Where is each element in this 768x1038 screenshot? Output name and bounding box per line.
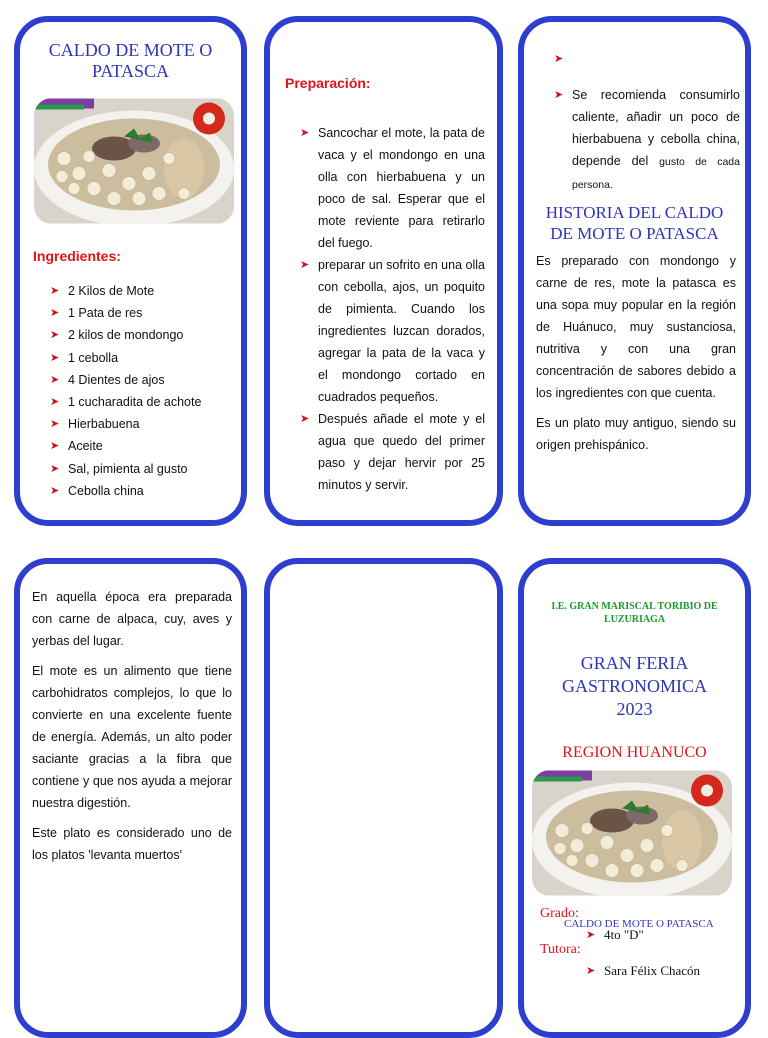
history-paragraph-2: Es un plato muy antiguo, siendo su origen prehispánico.: [536, 416, 736, 452]
empty-bullet-list: [554, 48, 734, 70]
ingredient-item: ➤ 2 kilos de mondongo: [50, 324, 240, 346]
recipe-title: CALDO DE MOTE O PATASCA: [48, 40, 213, 81]
event-title: GRAN FERIA GASTRONOMICA 2023: [561, 653, 707, 719]
tutora-value: ➤ Sara Félix Chacón: [586, 962, 700, 980]
panel-ingredients: [14, 16, 247, 526]
panel-blank: [264, 558, 503, 1038]
facts-paragraph-2: El mote es un alimento que tiene carbohidratos complejos, lo que lo convierte en una excelente fuente de energía. Además, un alto poder saciante gracias a la fibra que contiene y que nos ayuda a mejorar nuestra digestión.: [32, 664, 232, 810]
tutora-list: [586, 962, 700, 980]
history-paragraph-1: Es preparado con mondongo y carne de res, mote la patasca es una sopa muy popular en la región de Huánuco, muy sustanciosa, nutritiva y con una gran concentración de sabores debido a los ingredientes con que cuenta.: [536, 254, 736, 400]
preparation-heading: Preparación:: [285, 75, 371, 91]
history-body: [536, 250, 736, 464]
tutora-label: Tutora:: [540, 942, 581, 957]
preparation-step: ➤ preparar un sofrito en una olla con cebolla, ajos, un poquito de pimienta. Cuando los ingredientes luzcan dorados, agregar la pata de la vaca y el mondongo cortado en cuadrados pequeños.: [300, 254, 485, 408]
ingredients-heading: Ingredientes:: [33, 248, 121, 264]
photo-caption: CALDO DE MOTE O PATASCA: [564, 918, 714, 930]
food-photo: [34, 98, 234, 224]
ingredient-item: ➤ Sal, pimienta al gusto: [50, 458, 240, 480]
empty-bullet: [554, 48, 734, 70]
facts-paragraph-3: Este plato es considerado uno de los platos 'levanta muertos': [32, 826, 232, 862]
preparation-steps: [300, 122, 485, 496]
tip-text-small: gusto de cada persona.: [572, 156, 740, 191]
region-title: REGION HUANUCO: [562, 744, 707, 761]
preparation-step: ➤ Después añade el mote y el agua que quedo del primer paso y dejar hervir por 25 minutos y servir.: [300, 408, 485, 496]
panel-history: [518, 16, 751, 526]
grado-list: [586, 926, 644, 944]
facts-paragraph-1: En aquella época era preparada con carne de alpaca, cuy, aves y yerbas del lugar.: [32, 590, 232, 648]
ingredient-item: ➤ 1 cucharadita de achote: [50, 391, 240, 413]
preparation-step: ➤ Sancochar el mote, la pata de vaca y el mondongo en una olla con hierbabuena y un poco de sal. Esperar que el mote reviente para retirarlo del fuego.: [300, 122, 485, 254]
ingredient-item: ➤ Cebolla china: [50, 480, 240, 502]
grado-label: Grado:: [540, 906, 579, 921]
cover-food-photo: [532, 770, 732, 896]
ingredient-item: ➤ 1 Pata de res: [50, 302, 240, 324]
ingredient-item: ➤ 1 cebolla: [50, 347, 240, 369]
ingredient-item: ➤ 2 Kilos de Mote: [50, 280, 240, 302]
panel-cover: [518, 558, 751, 1038]
ingredient-item: ➤ Aceite: [50, 435, 240, 457]
ingredient-item: ➤ 4 Dientes de ajos: [50, 369, 240, 391]
food-photo-illustration: [532, 770, 732, 896]
ingredient-item: ➤ Hierbabuena: [50, 413, 240, 435]
tip-item: [554, 84, 740, 196]
ingredients-list: [50, 280, 240, 502]
tip-text: Se recomienda consumirlo caliente, añadir un poco de hierbabuena y cebolla china, depende del: [572, 88, 740, 168]
grado-value: ➤ 4to "D": [586, 926, 644, 944]
history-title: HISTORIA DEL CALDO DE MOTE O PATASCA: [545, 203, 724, 243]
school-name: I.E. GRAN MARISCAL TORIBIO DE LUZURIAGA: [551, 601, 718, 625]
tip-list: [554, 84, 740, 196]
facts-body: [32, 586, 232, 874]
food-photo-illustration: [34, 98, 234, 224]
panel-facts: [14, 558, 247, 1038]
panel-preparation: [264, 16, 503, 526]
